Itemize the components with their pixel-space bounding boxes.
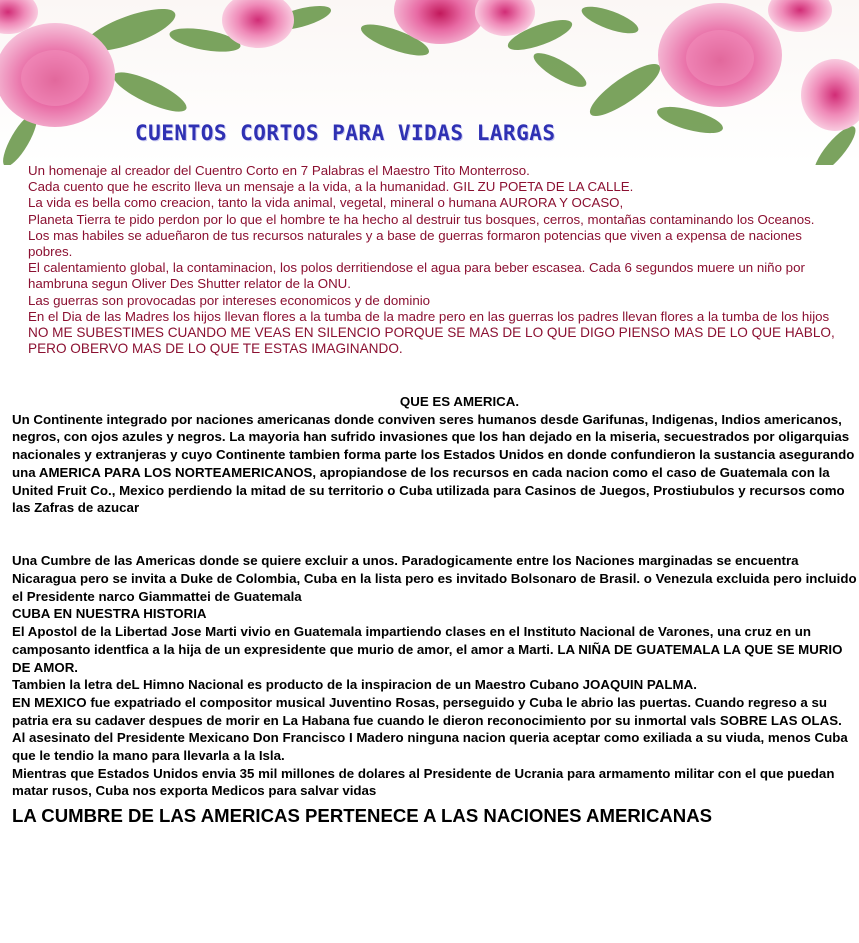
intro-line: La vida es bella como creacion, tanto la vida animal, vegetal, mineral o humana AURORA Y OCASO, xyxy=(28,195,624,211)
paragraph: Una Cumbre de las Americas donde se quiere excluir a unos. Paradogicamente entre los Naciones marginadas se encuentra Nicaragua pero se invita a Duke de Colombia, Cuba en la lista pero es invitado Bolsonaro de Brasil. o Venezula excluida pero incluido el Presidente narco Giammattei de Guatemala xyxy=(12,553,857,604)
paragraph: Mientras que Estados Unidos envia 35 mil millones de dolares al Presidente de Ucrania para armamento militar con el que puedan matar rusos, Cuba nos exporta Medicos para salvar vidas xyxy=(12,765,835,799)
paragraph: EN MEXICO fue expatriado el compositor musical Juventino Rosas, perseguido y Cuba le abrio las puertas. Cuando regreso a su patria era su cadaver despues de morir en La Habana fue cuando le dieron reconocimiento por su inmortal vals SOBRE LAS OLAS. xyxy=(12,694,842,728)
intro-line: Cada cuento que he escrito lleva un mensaje a la vida, a la humanidad. GIL ZU POETA DE LA CALLE. xyxy=(28,179,634,195)
intro-section xyxy=(28,163,848,357)
section-heading: QUE ES AMERICA. xyxy=(399,394,520,409)
paragraph: El Apostol de la Libertad Jose Marti vivio en Guatemala impartiendo clases en el Instituto Nacional de Varones, una cruz en un camposanto identfica a la hija de un expresidente que murio de amor, el amor a Marti. LA NIÑA DE GUATEMALA LA QUE SE MURIO DE AMOR. xyxy=(12,624,843,675)
paragraph: Un Continente integrado por naciones americanas donde conviven seres humanos desde Garifunas, Indigenas, Indios americanos, negros, con ojos azules y negros. La mayoria han sufrido invasiones que los han dejado en la miseria, secuestrados por oligarquias nacionales y extranjeras y cuyo Continente tambien forma parte los Estados Unidos en donde confundieron la sustancia asegurando una AMERICA PARA LOS NORTEAMERICANOS, apropiandose de los recursos en cada nacion como el caso de Guatemala con la United Fruit Co., Mexico perdiendo la mitad de su territorio o Cuba utilizada para Casinos de Juegos, Prostiubulos y recursos como las Zafras de azucar xyxy=(12,411,855,516)
intro-line: El calentamiento global, la contaminacion, los polos derritiendose el agua para beber escasea. Cada 6 segundos muere un niño por hambruna segun Oliver Des Shutter relator de la ONU. xyxy=(28,260,805,292)
intro-line: Los mas habiles se adueñaron de tus recursos naturales y a base de guerras formaron potencias que viven a expensa de naciones pobres. xyxy=(28,227,802,260)
subheading: CUBA EN NUESTRA HISTORIA xyxy=(12,606,207,622)
intro-line: NO ME SUBESTIMES CUANDO ME VEAS EN SILENCIO PORQUE SE MAS DE LO QUE DIGO PIENSO MAS DE LO QUE HABLO, PERO OBERVO MAS DE LO QUE TE ESTAS IMAGINANDO. xyxy=(28,325,835,357)
floral-banner xyxy=(0,0,859,165)
paragraph: Tambien la letra deL Himno Nacional es producto de la inspiracion de un Maestro Cubano JOAQUIN PALMA. xyxy=(12,677,697,693)
closing-statement: LA CUMBRE DE LAS AMERICAS PERTENECE A LAS NACIONES AMERICANAS xyxy=(12,805,713,827)
main-article xyxy=(12,393,857,827)
intro-line: En el Dia de las Madres los hijos llevan flores a la tumba de la madre pero en las guerras los padres llevan flores a la tumba de los hijos xyxy=(28,308,830,324)
intro-line: Planeta Tierra te pido perdon por lo que el hombre te ha hecho al destruir tus bosques, cerros, montañas contaminando los Oceanos. xyxy=(28,211,815,227)
paragraph: Al asesinato del Presidente Mexicano Don Francisco I Madero ninguna nacion queria aceptar como exiliada a su viuda, menos Cuba que le tendio la mano para llevarla a la Isla. xyxy=(12,730,848,764)
banner-title: CUENTOS CORTOS PARA VIDAS LARGAS xyxy=(135,121,556,145)
intro-line: Las guerras son provocadas por intereses economicos y de dominio xyxy=(28,292,431,308)
intro-line: Un homenaje al creador del Cuentro Corto en 7 Palabras el Maestro Tito Monterroso. xyxy=(28,163,530,178)
